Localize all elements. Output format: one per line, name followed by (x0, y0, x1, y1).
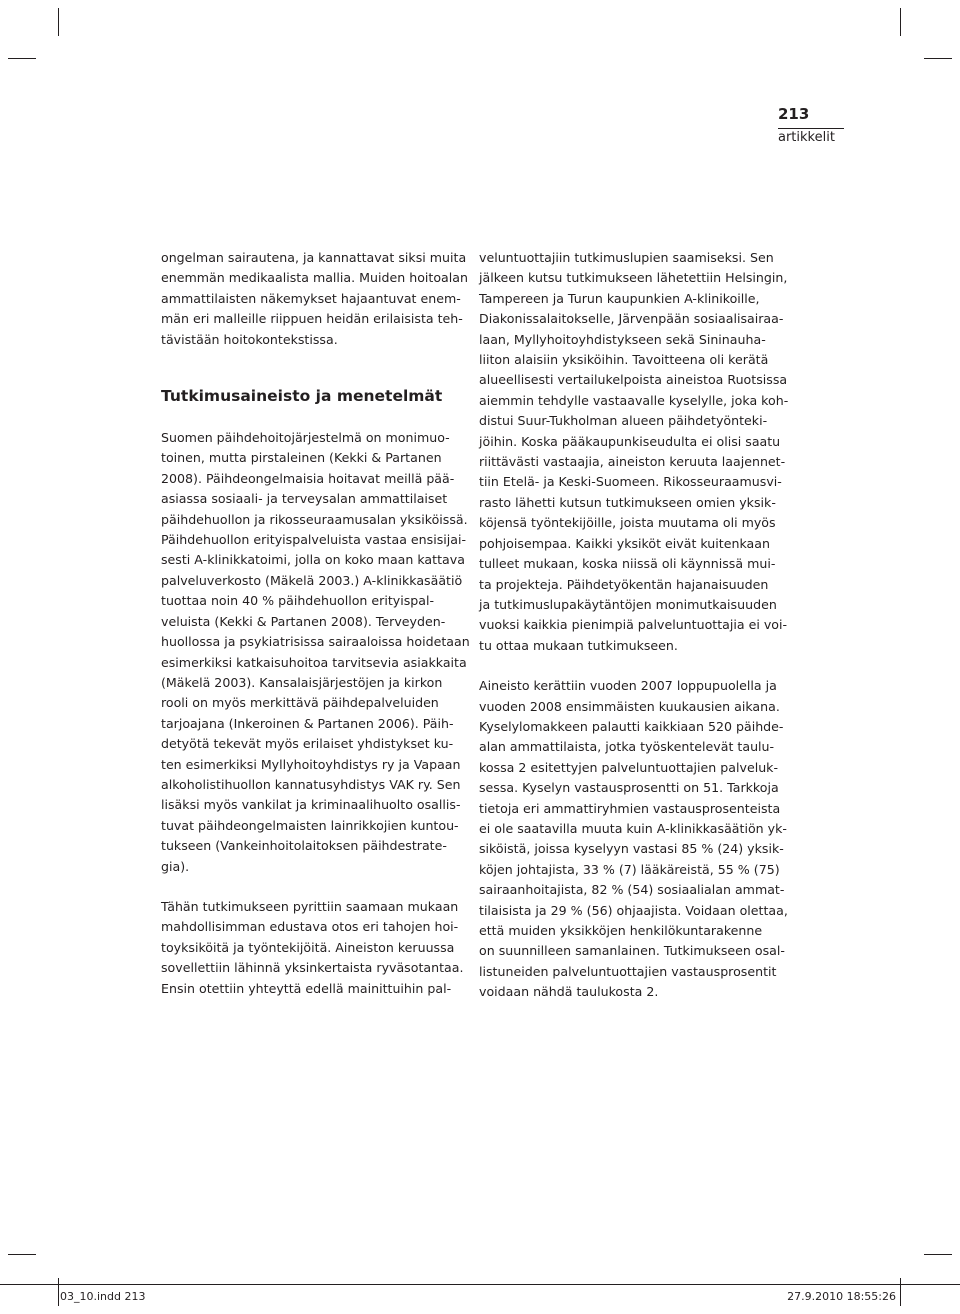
text-line: alueellisesti vertailukelpoista aineistoa Ruotsissa (479, 372, 788, 388)
text-line: päihdehuollon ja rikosseuraamusalan yksiköissä. (161, 511, 468, 527)
text-line: enemmän medikaalista mallia. Muiden hoitoalan (161, 270, 468, 286)
text-line: veluista (Kekki & Partanen 2008). Terveyden- (161, 613, 446, 629)
text-line: laan, Myllyhoitoyhdistykseen sekä Sininauha- (479, 331, 766, 347)
section-heading: Tutkimusaineisto ja menetelmät (161, 387, 443, 406)
crop-mark (924, 58, 952, 59)
header-rule (778, 128, 844, 129)
text-line: siköistä, joissa kyselyyn vastasi 85 % (24) yksik- (479, 841, 784, 857)
crop-mark (8, 1254, 36, 1255)
text-line: palveluverkosto (Mäkelä 2003.) A-klinikkasäätiö (161, 572, 463, 588)
text-line: ongelman sairautena, ja kannattavat siksi muita (161, 250, 467, 265)
text-line: kossa 2 esitettyjen palveluntuottajien palveluk- (479, 759, 779, 775)
text-line: että muiden yksikköjen henkilökuntarakenne (479, 923, 763, 938)
text-line: tarjoajana (Inkeroinen & Partanen 2006). Päih- (161, 715, 454, 731)
text-line: Suomen päihdehoitojärjestelmä on monimuo- (161, 430, 450, 446)
paragraph (161, 248, 468, 350)
text-line: asiassa sosiaali- ja terveysalan ammattilaiset (161, 491, 448, 507)
text-line: vuoksi kaikkia pienimpiä palveluntuottajia ei voi- (479, 617, 788, 633)
text-line: tuottaa noin 40 % päihdehuollon erityispal- (161, 593, 435, 609)
text-line: rasto lähetti kutsun tutkimukseen omien yksik- (479, 494, 776, 510)
text-line: ammattilaisten näkemykset hajaantuvat enem- (161, 290, 461, 306)
page-number: 213 (778, 105, 810, 123)
running-header (778, 104, 844, 148)
text-line: on suunnilleen samanlainen. Tutkimukseen osal- (479, 943, 785, 959)
text-line: voidaan nähdä taulukosta 2. (479, 984, 659, 1000)
left-column (161, 248, 470, 999)
text-line: tiin Etelä- ja Keski-Suomeen. Rikosseuraamusvi- (479, 474, 782, 490)
text-line: Ensin otettiin yhteyttä edellä mainittuihin pal- (161, 980, 452, 996)
text-line: köjensä työntekijöille, joista muutama oli myös (479, 515, 776, 531)
text-line: mahdollisimman edustava otos eri tahojen hoi- (161, 919, 459, 935)
text-line: sesti A-klinikkatoimi, jolla on koko maan kattava (161, 552, 465, 568)
text-line: tulleet mukaan, koska niissä oli käynnissä mui- (479, 556, 776, 572)
crop-mark (924, 1254, 952, 1255)
text-line: toyksiköitä ja työntekijöitä. Aineiston keruussa (161, 939, 455, 955)
paragraph (161, 897, 464, 999)
text-line: gia). (161, 858, 190, 874)
text-line: liiton alaisiin yksiköihin. Tavoitteena oli kerätä (479, 352, 769, 368)
text-line: jöihin. Koska pääkaupunkiseudulta ei olisi saatu (479, 433, 781, 449)
paragraph (479, 676, 788, 1003)
text-line: Tähän tutkimukseen pyrittiin saamaan mukaan (161, 898, 459, 914)
text-line: köjen johtajista, 33 % (7) lääkäreistä, 55 % (75) (479, 861, 780, 877)
paragraph (161, 428, 470, 877)
text-line: alan ammattilaista, jotka työskentelevät taulu- (479, 739, 775, 755)
text-line: Päihdehuollon erityispalveluista vastaa ensisijai- (161, 532, 467, 548)
text-line: ta projekteja. Päihdetyökentän hajanaisuuden (479, 576, 769, 592)
right-column (479, 248, 789, 1003)
slug-date-time: 27.9.2010 18:55:26 (787, 1290, 896, 1303)
slug-file-info: 03_10.indd 213 (60, 1290, 146, 1303)
text-line: veluntuottajiin tutkimuslupien saamiseksi. Sen (479, 250, 774, 265)
section-label: artikkelit (778, 130, 835, 145)
text-line: sessa. Kyselyn vastausprosentti on 51. Tarkkoja (479, 780, 779, 796)
text-line: pohjoisempaa. Kaikki yksiköt eivät kuitenkaan (479, 535, 770, 551)
text-line: lisäksi myös vankilat ja kriminaalihuolto osallis- (161, 797, 461, 813)
text-line: tuvat päihdeongelmaisten lainrikkojien kuntou- (161, 817, 459, 833)
text-line: tilaisista ja 29 % (56) ohjaajista. Voidaan olettaa, (479, 902, 788, 918)
text-line: distui Suur-Tukholman alueen päihdetyönteki- (479, 413, 768, 429)
text-line: huollossa ja psykiatrisissa sairaaloissa hoidetaan (161, 634, 470, 650)
crop-mark (58, 8, 59, 36)
text-line: tietoja eri ammattiryhmien vastausprosenteista (479, 800, 781, 816)
text-line: tu ottaa mukaan tutkimukseen. (479, 637, 678, 653)
text-line: Tampereen ja Turun kaupunkien A-klinikoille, (479, 290, 760, 306)
crop-mark (8, 58, 36, 59)
text-line: alkoholistihuollon kannatusyhdistys VAK ry. Sen (161, 776, 461, 792)
text-line: ten esimerkiksi Myllyhoitoyhdistys ry ja Vapaan (161, 756, 461, 772)
text-line: esimerkiksi katkaisuhoitoa tarvitsevia asiakkaita (161, 654, 467, 670)
text-line: detyötä tekevät myös erilaiset yhdistykset ku- (161, 736, 454, 752)
text-line: Aineisto kerättiin vuoden 2007 loppupuolella ja (479, 678, 777, 694)
text-line: tukseen (Vankeinhoitolaitoksen päihdestrate- (161, 838, 447, 854)
paragraph (479, 248, 789, 656)
text-line: riittävästi vastaajia, aineiston keruuta laajennet- (479, 454, 786, 470)
text-line: män eri malleille riippuen heidän erilaisista teh- (161, 311, 463, 327)
text-line: vuoden 2008 ensimmäisten kuukausien aikana. (479, 698, 780, 714)
text-line: rooli on myös merkittävä päihdepalveluiden (161, 695, 439, 711)
text-line: (Mäkelä 2003). Kansalaisjärjestöjen ja kirkon (161, 674, 443, 690)
text-line: listuneiden palveluntuottajien vastausprosentit (479, 963, 777, 979)
text-line: tävistään hoitokontekstissa. (161, 331, 338, 347)
text-line: toinen, mutta pirstaleinen (Kekki & Partanen (161, 450, 442, 466)
crop-mark (900, 8, 901, 36)
print-slug (0, 1284, 960, 1314)
text-line: Kyselylomakkeen palautti kaikkiaan 520 päihde- (479, 718, 784, 734)
text-line: sovellettiin lähinnä yksinkertaista ryväsotantaa. (161, 960, 464, 976)
text-line: ei ole saatavilla muuta kuin A-klinikkasäätiön yk- (479, 820, 787, 836)
text-line: aiemmin tehdylle vastaavalle kyselylle, joka koh- (479, 392, 789, 408)
text-line: Diakonissalaitokselle, Järvenpään sosiaalisairaa- (479, 311, 784, 327)
text-line: 2008). Päihdeongelmaisia hoitavat meillä pää- (161, 470, 455, 486)
text-line: jälkeen kutsu tutkimukseen lähetettiin Helsingin, (479, 270, 788, 286)
text-line: sairaanhoitajista, 82 % (54) sosiaalialan ammat- (479, 882, 785, 898)
text-line: ja tutkimuslupakäytäntöjen monimutkaisuuden (479, 596, 777, 612)
slug-rule (0, 1284, 960, 1285)
